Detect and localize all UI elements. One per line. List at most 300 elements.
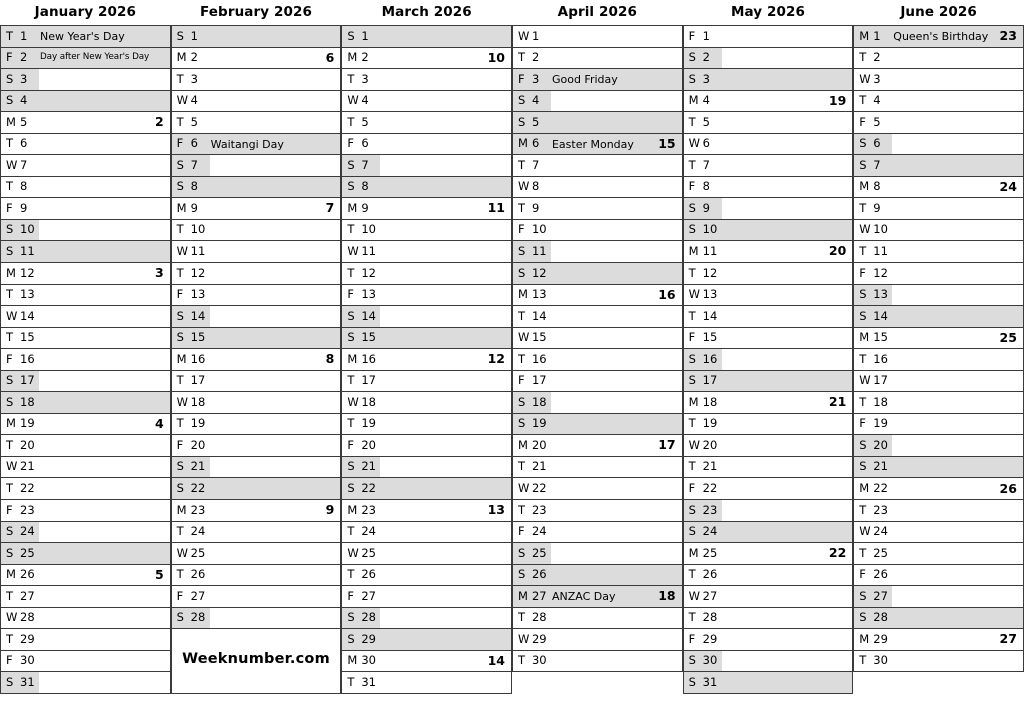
week-number — [505, 26, 511, 47]
day-of-week-letter: F — [517, 373, 525, 388]
day-row[interactable] — [172, 414, 341, 436]
week-number — [334, 134, 340, 155]
day-row[interactable] — [684, 608, 853, 630]
day-number: 26 — [20, 567, 35, 582]
day-row[interactable] — [342, 155, 511, 177]
day-row[interactable] — [684, 306, 853, 328]
day-row[interactable] — [342, 328, 511, 350]
day-row[interactable] — [342, 69, 511, 91]
day-prefix — [172, 220, 210, 241]
holiday-label — [892, 112, 1017, 133]
day-row[interactable] — [513, 91, 682, 113]
day-row[interactable] — [342, 414, 511, 436]
day-row[interactable] — [172, 543, 341, 565]
day-row[interactable] — [342, 91, 511, 113]
day-row[interactable] — [1, 134, 170, 156]
week-number — [676, 220, 682, 241]
day-row[interactable] — [684, 134, 853, 156]
day-row[interactable] — [342, 457, 511, 479]
day-row[interactable] — [854, 134, 1023, 156]
day-row[interactable] — [342, 371, 511, 393]
day-row[interactable] — [513, 328, 682, 350]
day-row[interactable] — [854, 586, 1023, 608]
day-row[interactable] — [172, 155, 341, 177]
week-number — [164, 91, 170, 112]
day-of-week-letter: F — [688, 481, 696, 495]
week-number — [676, 198, 682, 219]
day-row[interactable] — [684, 112, 853, 134]
week-number — [676, 478, 682, 499]
day-row[interactable] — [172, 608, 341, 630]
day-row[interactable] — [513, 478, 682, 500]
day-row[interactable] — [684, 371, 853, 393]
month-days-grid — [853, 25, 1024, 672]
day-row[interactable] — [513, 371, 682, 393]
day-row[interactable] — [172, 48, 341, 70]
day-number: 29 — [702, 631, 718, 646]
day-of-week-letter: T — [176, 114, 184, 129]
day-number: 7 — [190, 157, 198, 172]
day-row[interactable] — [1, 263, 170, 285]
day-row[interactable] — [854, 543, 1023, 565]
day-row[interactable] — [854, 241, 1023, 263]
day-row[interactable] — [342, 608, 511, 630]
day-row[interactable] — [342, 177, 511, 199]
day-prefix — [1, 112, 39, 133]
day-of-week-letter: T — [859, 545, 867, 560]
day-row[interactable] — [684, 543, 853, 565]
day-row[interactable] — [1, 69, 170, 91]
day-number: 3 — [190, 71, 198, 86]
day-number: 21 — [20, 459, 35, 474]
day-row[interactable] — [854, 392, 1023, 414]
day-row[interactable] — [342, 651, 511, 673]
day-row[interactable] — [854, 26, 1023, 48]
day-row[interactable] — [172, 198, 341, 220]
day-of-week-letter: M — [176, 351, 187, 366]
day-row[interactable] — [684, 586, 853, 608]
day-of-week-letter: M — [688, 545, 699, 560]
day-row[interactable] — [513, 565, 682, 587]
day-number: 22 — [190, 481, 206, 495]
day-row[interactable] — [684, 198, 853, 220]
day-prefix — [342, 48, 380, 69]
day-row[interactable] — [342, 241, 511, 263]
week-number: 12 — [487, 351, 505, 367]
day-row[interactable] — [513, 263, 682, 285]
day-of-week-letter: S — [6, 222, 14, 237]
day-row[interactable] — [854, 651, 1023, 673]
day-row[interactable] — [684, 241, 853, 263]
day-row[interactable] — [172, 371, 341, 393]
day-row[interactable] — [513, 48, 682, 70]
day-row[interactable] — [342, 134, 511, 156]
day-of-week-letter: S — [347, 28, 355, 43]
day-number: 12 — [531, 265, 547, 280]
day-of-week-letter: S — [517, 394, 526, 409]
day-row[interactable] — [684, 478, 853, 500]
day-row[interactable] — [684, 263, 853, 285]
day-of-week-letter: S — [688, 674, 696, 689]
holiday-label — [722, 91, 829, 112]
day-row[interactable] — [854, 306, 1023, 328]
day-row[interactable] — [1, 328, 170, 350]
day-row[interactable] — [1, 608, 170, 630]
day-row[interactable] — [854, 565, 1023, 587]
day-prefix — [342, 69, 380, 90]
day-row[interactable] — [854, 328, 1023, 350]
day-row[interactable] — [684, 565, 853, 587]
day-row[interactable] — [172, 500, 341, 522]
day-number: 30 — [873, 653, 888, 668]
day-row[interactable] — [342, 565, 511, 587]
day-row[interactable] — [684, 414, 853, 436]
day-number: 8 — [873, 179, 881, 194]
day-row[interactable] — [854, 220, 1023, 242]
day-of-week-letter: S — [176, 330, 184, 345]
day-row[interactable] — [1, 478, 170, 500]
day-row[interactable] — [172, 392, 341, 414]
day-number: 31 — [361, 674, 376, 689]
week-number — [334, 220, 340, 241]
day-row[interactable] — [513, 543, 682, 565]
day-row[interactable] — [684, 629, 853, 651]
day-number: 13 — [20, 287, 35, 302]
day-number: 29 — [20, 631, 35, 646]
day-of-week-letter: F — [517, 524, 525, 539]
day-row[interactable] — [1, 457, 170, 479]
day-of-week-letter: S — [176, 610, 184, 625]
day-row[interactable] — [172, 134, 341, 156]
day-of-week-letter: W — [347, 93, 359, 108]
day-row[interactable] — [513, 241, 682, 263]
day-row[interactable] — [854, 414, 1023, 436]
day-row[interactable] — [684, 435, 853, 457]
day-row[interactable] — [1, 241, 170, 263]
holiday-label — [39, 328, 164, 349]
holiday-label — [210, 543, 335, 564]
week-number — [334, 478, 340, 499]
day-row[interactable] — [854, 69, 1023, 91]
day-row[interactable] — [1, 48, 170, 70]
week-number — [1017, 371, 1023, 392]
day-row[interactable] — [342, 500, 511, 522]
week-number — [846, 349, 852, 370]
day-row[interactable] — [854, 371, 1023, 393]
day-row[interactable] — [684, 328, 853, 350]
day-row[interactable] — [684, 285, 853, 307]
day-row[interactable] — [1, 500, 170, 522]
day-row[interactable] — [854, 155, 1023, 177]
day-of-week-letter: T — [517, 610, 525, 625]
day-row[interactable] — [1, 198, 170, 220]
day-row[interactable] — [513, 435, 682, 457]
day-row[interactable] — [513, 457, 682, 479]
day-of-week-letter: M — [517, 437, 528, 452]
day-row[interactable] — [513, 414, 682, 436]
day-of-week-letter: W — [6, 459, 18, 474]
day-prefix — [172, 565, 210, 586]
day-of-week-letter: M — [859, 481, 870, 495]
day-row[interactable] — [684, 522, 853, 544]
day-row[interactable] — [1, 306, 170, 328]
day-number: 25 — [361, 545, 376, 560]
day-number: 2 — [873, 50, 881, 65]
day-row[interactable] — [172, 241, 341, 263]
day-row[interactable] — [684, 26, 853, 48]
day-row[interactable] — [684, 69, 853, 91]
day-of-week-letter: T — [517, 459, 525, 474]
day-row[interactable] — [1, 155, 170, 177]
day-row[interactable] — [1, 349, 170, 371]
day-row[interactable] — [1, 543, 170, 565]
day-row[interactable] — [513, 285, 682, 307]
day-row[interactable] — [684, 672, 853, 694]
day-row[interactable] — [684, 48, 853, 70]
day-row[interactable] — [172, 220, 341, 242]
day-number: 30 — [20, 653, 35, 668]
day-row[interactable] — [342, 285, 511, 307]
day-row[interactable] — [342, 392, 511, 414]
day-row[interactable] — [513, 522, 682, 544]
day-of-week-letter: F — [859, 567, 866, 582]
day-row[interactable] — [1, 586, 170, 608]
day-row[interactable] — [1, 565, 170, 587]
week-number — [164, 285, 170, 306]
day-row[interactable] — [1, 220, 170, 242]
holiday-label — [551, 220, 676, 241]
holiday-label — [39, 629, 164, 650]
day-row[interactable] — [172, 457, 341, 479]
day-of-week-letter: F — [6, 200, 13, 215]
day-of-week-letter: W — [859, 373, 871, 388]
day-prefix — [854, 629, 892, 650]
day-row[interactable] — [1, 91, 170, 113]
holiday-label — [892, 371, 1017, 392]
day-row[interactable] — [684, 500, 853, 522]
day-number: 17 — [20, 373, 35, 388]
day-number: 30 — [702, 653, 718, 668]
day-number: 11 — [20, 243, 35, 258]
site-watermark: Weeknumber.com — [182, 651, 330, 668]
day-row[interactable] — [342, 112, 511, 134]
day-row[interactable] — [854, 522, 1023, 544]
day-of-week-letter: T — [517, 200, 525, 215]
day-row[interactable] — [342, 672, 511, 694]
day-row[interactable] — [172, 285, 341, 307]
day-row[interactable] — [854, 177, 1023, 199]
day-number: 21 — [361, 459, 376, 474]
day-row[interactable] — [854, 349, 1023, 371]
day-row[interactable] — [513, 26, 682, 48]
day-row[interactable] — [1, 177, 170, 199]
day-number: 23 — [702, 502, 718, 517]
day-row[interactable] — [513, 608, 682, 630]
day-number: 19 — [873, 416, 888, 431]
day-row[interactable] — [513, 112, 682, 134]
day-row[interactable] — [172, 69, 341, 91]
day-row[interactable] — [172, 522, 341, 544]
day-row[interactable] — [854, 285, 1023, 307]
week-number — [164, 672, 170, 693]
day-row[interactable] — [342, 198, 511, 220]
day-prefix — [684, 608, 722, 629]
day-row[interactable] — [854, 478, 1023, 500]
day-row[interactable] — [172, 435, 341, 457]
day-row[interactable] — [684, 177, 853, 199]
day-row[interactable] — [854, 112, 1023, 134]
day-row[interactable] — [1, 629, 170, 651]
day-number: 22 — [361, 481, 376, 495]
week-number — [846, 522, 852, 543]
week-number — [334, 263, 340, 284]
day-row[interactable] — [342, 629, 511, 651]
day-row[interactable] — [513, 220, 682, 242]
day-row[interactable] — [513, 198, 682, 220]
holiday-label — [892, 586, 1017, 607]
day-row[interactable] — [854, 500, 1023, 522]
day-row[interactable] — [1, 112, 170, 134]
day-number: 20 — [20, 437, 35, 452]
day-row[interactable] — [854, 608, 1023, 630]
week-number — [1017, 69, 1023, 90]
week-number — [164, 220, 170, 241]
day-number: 3 — [531, 71, 540, 86]
day-row[interactable] — [684, 651, 853, 673]
day-row[interactable] — [342, 478, 511, 500]
week-number — [164, 328, 170, 349]
day-row[interactable] — [513, 349, 682, 371]
week-number — [676, 26, 682, 47]
day-row[interactable] — [513, 500, 682, 522]
day-row[interactable] — [513, 392, 682, 414]
day-of-week-letter: S — [176, 157, 184, 172]
holiday-label — [722, 565, 847, 586]
day-row[interactable] — [172, 349, 341, 371]
day-row[interactable] — [1, 26, 170, 48]
week-number — [1017, 586, 1023, 607]
day-row[interactable] — [854, 48, 1023, 70]
day-prefix — [854, 91, 892, 112]
day-number: 8 — [361, 179, 369, 194]
month-column — [341, 0, 512, 694]
holiday-label — [39, 586, 164, 607]
day-row[interactable] — [513, 69, 682, 91]
day-row[interactable] — [513, 155, 682, 177]
day-row[interactable] — [1, 392, 170, 414]
day-row[interactable] — [172, 263, 341, 285]
week-number — [164, 198, 170, 219]
day-of-week-letter: T — [859, 200, 867, 215]
day-row[interactable] — [342, 306, 511, 328]
day-row[interactable] — [854, 457, 1023, 479]
day-of-week-letter: T — [517, 351, 525, 366]
day-of-week-letter: S — [517, 545, 526, 560]
day-row[interactable] — [342, 349, 511, 371]
day-row[interactable] — [172, 26, 341, 48]
day-row[interactable] — [684, 155, 853, 177]
day-prefix — [172, 134, 210, 155]
holiday-label — [892, 177, 999, 198]
day-row[interactable] — [1, 672, 170, 694]
day-of-week-letter: T — [347, 567, 355, 582]
holiday-label — [722, 414, 847, 435]
day-row[interactable] — [1, 522, 170, 544]
day-prefix — [1, 220, 39, 241]
day-row[interactable] — [854, 91, 1023, 113]
day-number: 18 — [702, 394, 718, 409]
day-number: 13 — [873, 287, 888, 302]
day-row[interactable] — [342, 48, 511, 70]
day-row[interactable] — [172, 565, 341, 587]
day-number: 11 — [702, 243, 718, 258]
day-row[interactable] — [513, 306, 682, 328]
day-of-week-letter: T — [347, 524, 355, 539]
day-prefix — [513, 522, 551, 543]
day-row[interactable] — [1, 371, 170, 393]
day-row[interactable] — [1, 414, 170, 436]
day-of-week-letter: W — [688, 437, 700, 452]
day-row[interactable] — [342, 435, 511, 457]
day-row[interactable] — [172, 177, 341, 199]
day-row[interactable] — [513, 651, 682, 673]
week-number — [164, 155, 170, 176]
day-row[interactable] — [342, 263, 511, 285]
day-prefix — [854, 328, 892, 349]
day-prefix — [342, 392, 380, 413]
day-prefix — [342, 608, 380, 629]
holiday-label — [380, 414, 505, 435]
day-row[interactable] — [854, 629, 1023, 651]
day-row[interactable] — [684, 457, 853, 479]
day-row[interactable] — [854, 435, 1023, 457]
day-number: 9 — [531, 200, 540, 215]
day-row[interactable] — [1, 435, 170, 457]
day-row[interactable] — [513, 586, 682, 608]
day-row[interactable] — [172, 112, 341, 134]
day-row[interactable] — [172, 91, 341, 113]
day-row[interactable] — [513, 177, 682, 199]
day-of-week-letter: T — [688, 459, 696, 474]
day-number: 27 — [20, 588, 35, 603]
day-row[interactable] — [513, 134, 682, 156]
day-row[interactable] — [1, 651, 170, 673]
day-prefix — [172, 586, 210, 607]
day-row[interactable] — [342, 586, 511, 608]
day-row[interactable] — [684, 349, 853, 371]
day-row[interactable] — [342, 543, 511, 565]
day-row[interactable] — [172, 478, 341, 500]
day-of-week-letter: W — [6, 157, 18, 172]
day-row[interactable] — [342, 522, 511, 544]
day-row[interactable] — [684, 392, 853, 414]
day-row[interactable] — [342, 26, 511, 48]
day-number: 25 — [873, 545, 888, 560]
day-row[interactable] — [172, 306, 341, 328]
day-row[interactable] — [1, 285, 170, 307]
day-row[interactable] — [342, 220, 511, 242]
day-prefix — [854, 586, 892, 607]
day-row[interactable] — [854, 263, 1023, 285]
day-row[interactable] — [513, 629, 682, 651]
day-number: 19 — [190, 416, 206, 431]
day-row[interactable] — [172, 328, 341, 350]
day-row[interactable] — [684, 220, 853, 242]
day-row[interactable] — [854, 198, 1023, 220]
day-row[interactable] — [172, 586, 341, 608]
week-number — [334, 371, 340, 392]
day-row[interactable] — [684, 91, 853, 113]
